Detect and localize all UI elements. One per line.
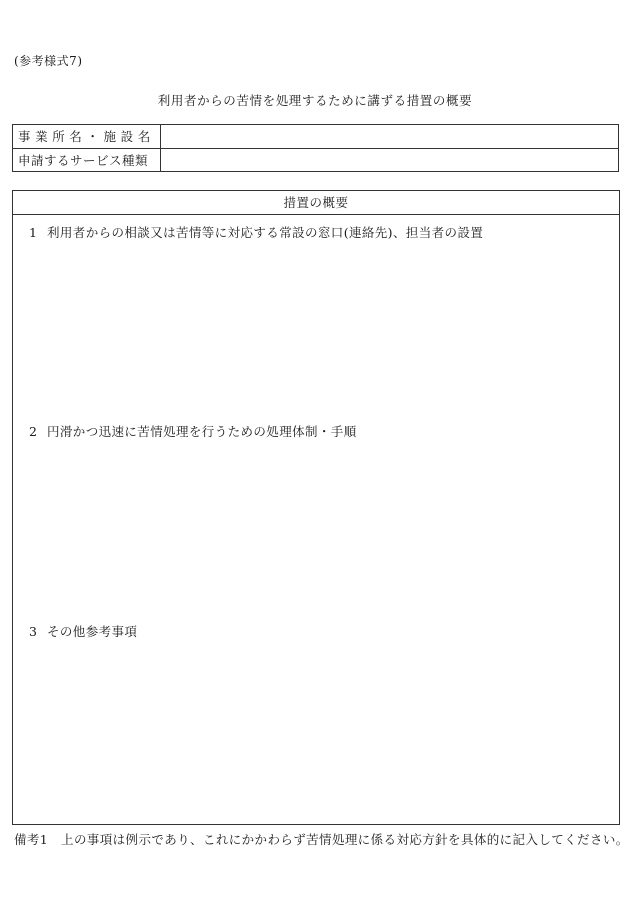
remarks-note: 備考1 上の事項は例示であり、これにかかわらず苦情処理に係る対応方針を具体的に記入してください。 bbox=[14, 832, 629, 847]
measures-header: 措置の概要 bbox=[13, 191, 619, 215]
service-type-field[interactable] bbox=[160, 148, 618, 172]
measure-item-contact-window bbox=[29, 223, 483, 241]
measure-item-text: 円滑かつ迅速に苦情処理を行うための処理体制・手順 bbox=[47, 424, 357, 439]
measure-item-text: その他参考事項 bbox=[47, 624, 138, 639]
document-title: 利用者からの苦情を処理するために講ずる措置の概要 bbox=[157, 93, 473, 108]
table-row bbox=[13, 125, 619, 149]
measure-item-other-notes bbox=[29, 622, 137, 640]
measure-item-number: 3 bbox=[29, 624, 38, 639]
service-type-label: 申請するサービス種類 bbox=[13, 148, 161, 172]
measure-item-processing-system bbox=[29, 422, 357, 440]
table-row bbox=[13, 148, 619, 172]
measure-item-text: 利用者からの相談又は苦情等に対応する常設の窓口(連絡先)、担当者の設置 bbox=[47, 225, 484, 240]
facility-name-label: 事業所名・施設名 bbox=[13, 125, 161, 149]
form-reference: (参考様式7) bbox=[14, 54, 83, 68]
measures-overview-box bbox=[12, 190, 620, 825]
applicant-info-table bbox=[12, 124, 619, 172]
facility-name-field[interactable] bbox=[160, 125, 618, 149]
measure-item-number: 1 bbox=[29, 225, 38, 240]
measure-item-number: 2 bbox=[29, 424, 38, 439]
